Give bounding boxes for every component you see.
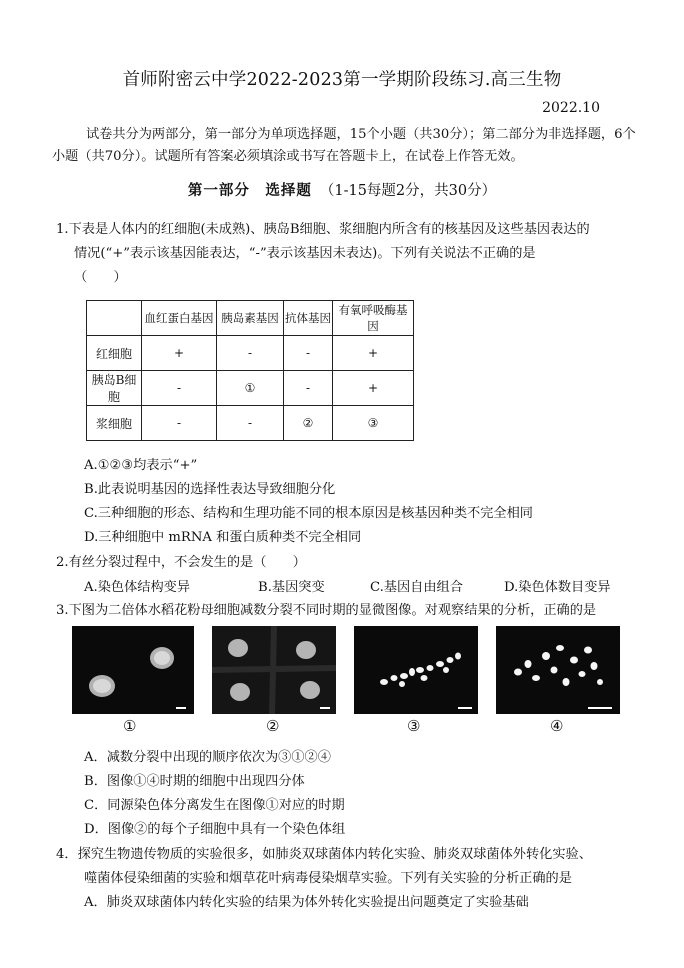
page-title: 首师附密云中学2022-2023第一学期阶段练习.高三生物 <box>122 70 562 90</box>
section-heading <box>0 179 684 200</box>
q2-option-b: B.基因突变 <box>258 580 325 595</box>
table-header-cell: 抗体基因 <box>284 301 333 336</box>
table-cell: 胰岛B细胞 <box>87 371 142 406</box>
table-row <box>87 406 414 441</box>
q4-option-a: A．肺炎双球菌体内转化实验的结果为体外转化实验提出问题奠定了实验基础 <box>84 895 529 910</box>
table-header-row <box>87 301 414 336</box>
q2-stem: 2.有丝分裂过程中，不会发生的是（ ） <box>56 555 306 570</box>
table-cell: - <box>142 371 217 406</box>
q1-option-c: C.三种细胞的形态、结构和生理功能不同的根本原因是核基因种类不完全相同 <box>84 506 533 521</box>
q4-line1: 4．探究生物遗传物质的实验很多，如肺炎双球菌体内转化实验、肺炎双球菌体外转化实验、 <box>56 847 592 862</box>
q3-option-b: B．图像①④时期的细胞中出现四分体 <box>84 774 305 789</box>
q2-option-a: A.染色体结构变异 <box>84 580 191 595</box>
q4-line2: 噬菌体侵染细菌的实验和烟草花叶病毒侵染烟草实验。下列有关实验的分析正确的是 <box>84 871 572 886</box>
q3-option-a: A．减数分裂中出现的顺序依次为③①②④ <box>84 750 331 765</box>
table-row <box>87 371 414 406</box>
table-cell: - <box>217 406 284 441</box>
table-row <box>87 336 414 371</box>
section-name: 第一部分 选择题 <box>187 182 312 199</box>
table-header-cell: 有氧呼吸酶基因 <box>333 301 414 336</box>
panel-label-1: ① <box>123 717 137 735</box>
table-header-cell: 胰岛素基因 <box>217 301 284 336</box>
q2-option-d: D.染色体数目变异 <box>504 580 611 595</box>
table-cell: ① <box>217 371 284 406</box>
q3-stem: 3.下图为二倍体水稻花粉母细胞减数分裂不同时期的显微图像。对观察结果的分析，正确的是 <box>56 603 597 618</box>
table-cell: - <box>142 406 217 441</box>
q1-line3: （ ） <box>74 270 127 285</box>
panel-label-4: ④ <box>550 717 564 735</box>
micrograph-2-image <box>212 626 336 714</box>
table-cell: + <box>333 371 414 406</box>
table-cell: - <box>217 336 284 371</box>
table-cell: - <box>284 371 333 406</box>
table-cell: ② <box>284 406 333 441</box>
micrograph-3 <box>354 626 478 714</box>
intro-paragraph: 试卷共分为两部分，第一部分为单项选择题，15个小题（共30分）；第二部分为非选择题，6个小题（共70分）。试题所有答案必须填涂或书写在答题卡上，在试卷上作答无效。 <box>52 127 636 164</box>
table-cell: + <box>142 336 217 371</box>
q3-option-c: C．同源染色体分离发生在图像①对应的时期 <box>84 798 345 813</box>
micrograph-4 <box>496 626 620 714</box>
table-corner-cell <box>87 301 142 336</box>
question-1 <box>56 218 642 290</box>
section-note: （1-15每题2分，共30分） <box>319 183 497 199</box>
micrograph-4-image <box>496 626 620 714</box>
q2-option-c: C.基因自由组合 <box>370 580 463 595</box>
table-header-cell: 血红蛋白基因 <box>142 301 217 336</box>
q3-option-d: D．图像②的每个子细胞中具有一个染色体组 <box>84 822 346 837</box>
micrograph-1 <box>72 626 194 714</box>
q1-option-a: A.①②③均表示“+” <box>84 458 198 473</box>
micrograph-3-image <box>354 626 478 714</box>
table-cell: ③ <box>333 406 414 441</box>
panel-label-3: ③ <box>407 717 421 735</box>
q1-line2: 情况(“+”表示该基因能表达，“-”表示该基因未表达)。下列有关说法不正确的是 <box>74 246 536 261</box>
table-cell: - <box>284 336 333 371</box>
table-cell: 红细胞 <box>87 336 142 371</box>
q1-line1: 1.下表是人体内的红细胞(未成熟)、胰岛B细胞、浆细胞内所含有的核基因及这些基因表达的 <box>56 222 590 237</box>
exam-date: 2022.10 <box>542 100 600 116</box>
table-cell: + <box>333 336 414 371</box>
panel-label-2: ② <box>266 717 280 735</box>
micrograph-2 <box>212 626 336 714</box>
table-cell: 浆细胞 <box>87 406 142 441</box>
q1-option-b: B.此表说明基因的选择性表达导致细胞分化 <box>84 482 336 497</box>
q1-option-d: D.三种细胞中 mRNA 和蛋白质种类不完全相同 <box>84 530 362 545</box>
gene-expression-table <box>86 300 414 441</box>
micrograph-1-image <box>72 626 194 714</box>
